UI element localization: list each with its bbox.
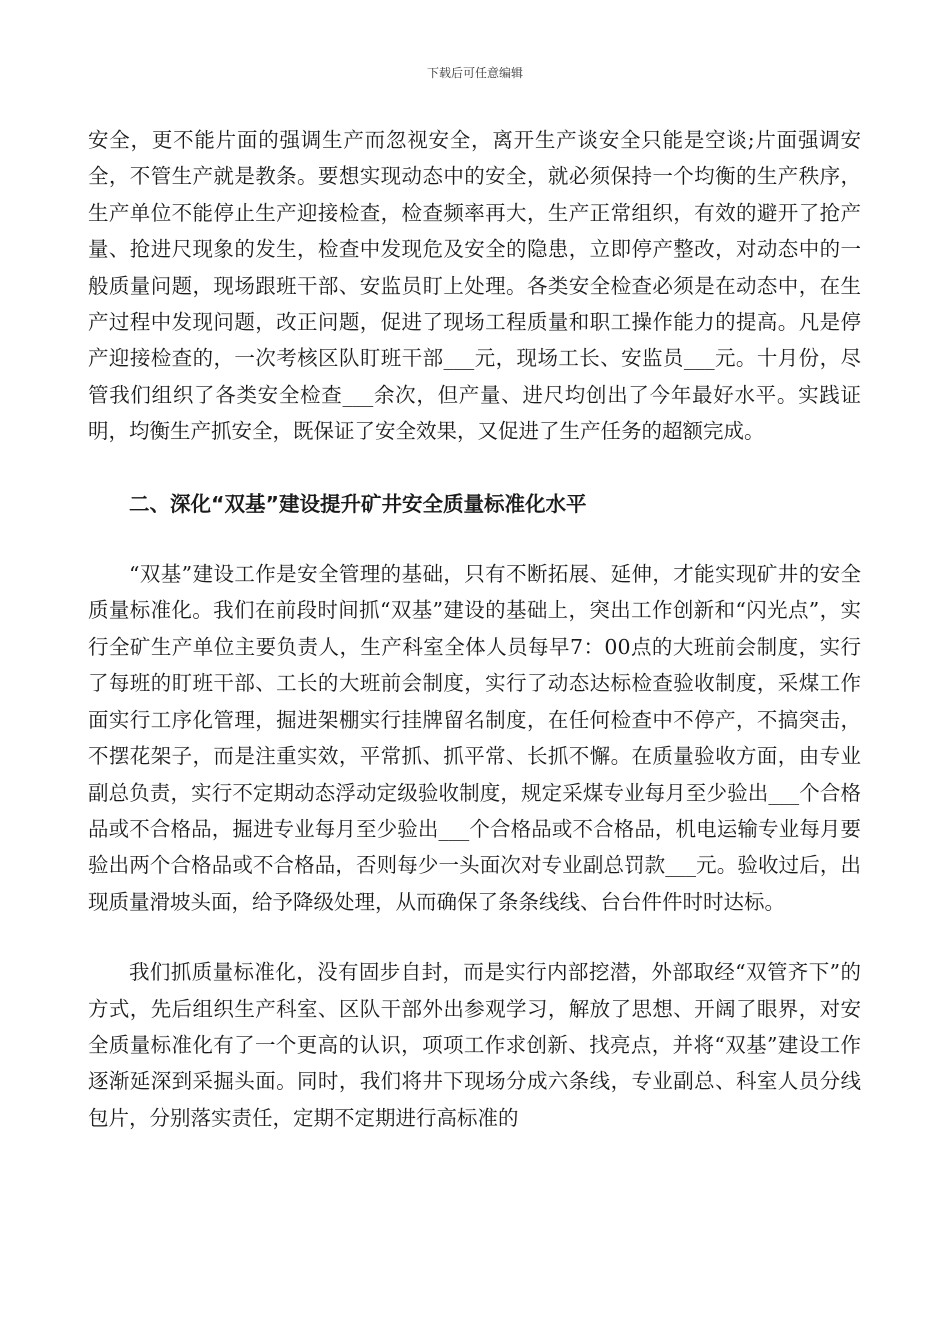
document-body xyxy=(88,122,861,1136)
section-heading: 二、深化“双基”建设提升矿井安全质量标准化水平 xyxy=(129,491,587,516)
paragraph-3: 我们抓质量标准化，没有固步自封，而是实行内部挖潜，外部取经“双管齐下”的方式，先后组织生产科室、区队干部外出参观学习，解放了思想、开阔了眼界，对安全质量标准化有了一个更高的认识，项项工作求创新、找亮点，并将“双基”建设工作逐渐延深到采掘头面。同时，我们将井下现场分成六条线，专业副总、科室人员分线包片，分别落实责任，定期不定期进行高标准的 xyxy=(88,960,861,1130)
page-header: 下载后可任意编辑 xyxy=(426,66,523,80)
paragraph-1: 安全，更不能片面的强调生产而忽视安全，离开生产谈安全只能是空谈;片面强调安全，不管生产就是教条。要想实现动态中的安全，就必须保持一个均衡的生产秩序，生产单位不能停止生产迎接检查，检查频率再大，生产正常组织，有效的避开了抢产量、抢进尺现象的发生，检查中发现危及安全的隐患，立即停产整改，对动态中的一般质量问题，现场跟班干部、安监员盯上处理。各类安全检查必须是在动态中，在生产过程中发现问题，改正问题，促进了现场工程质量和职工操作能力的提高。凡是停产迎接检查的，一次考核区队盯班干部___元，现场工长、安监员___元。十月份，尽管我们组织了各类安全检查___余次，但产量、进尺均创出了今年最好水平。实践证明，均衡生产抓安全，既保证了安全效果，又促进了生产任务的超额完成。 xyxy=(88,128,861,444)
paragraph-2: “双基”建设工作是安全管理的基础，只有不断拓展、延伸，才能实现矿井的安全质量标准化。我们在前段时间抓“双基”建设的基础上，突出工作创新和“闪光点”，实行全矿生产单位主要负责人，生产科室全体人员每早7：00点的大班前会制度，实行了每班的盯班干部、工长的大班前会制度，实行了动态达标检查验收制度，采煤工作面实行工序化管理，掘进架棚实行挂牌留名制度，在任何检查中不停产，不搞突击，不摆花架子，而是注重实效，平常抓、抓平常、长抓不懈。在质量验收方面，由专业副总负责，实行不定期动态浮动定级验收制度，规定采煤专业每月至少验出___个合格品或不合格品，掘进专业每月至少验出___个合格品或不合格品，机电运输专业每月要验出两个合格品或不合格品，否则每少一头面次对专业副总罚款___元。验收过后，出现质量滑坡头面，给予降级处理，从而确保了条条线线、台台件件时时达标。 xyxy=(88,562,861,914)
